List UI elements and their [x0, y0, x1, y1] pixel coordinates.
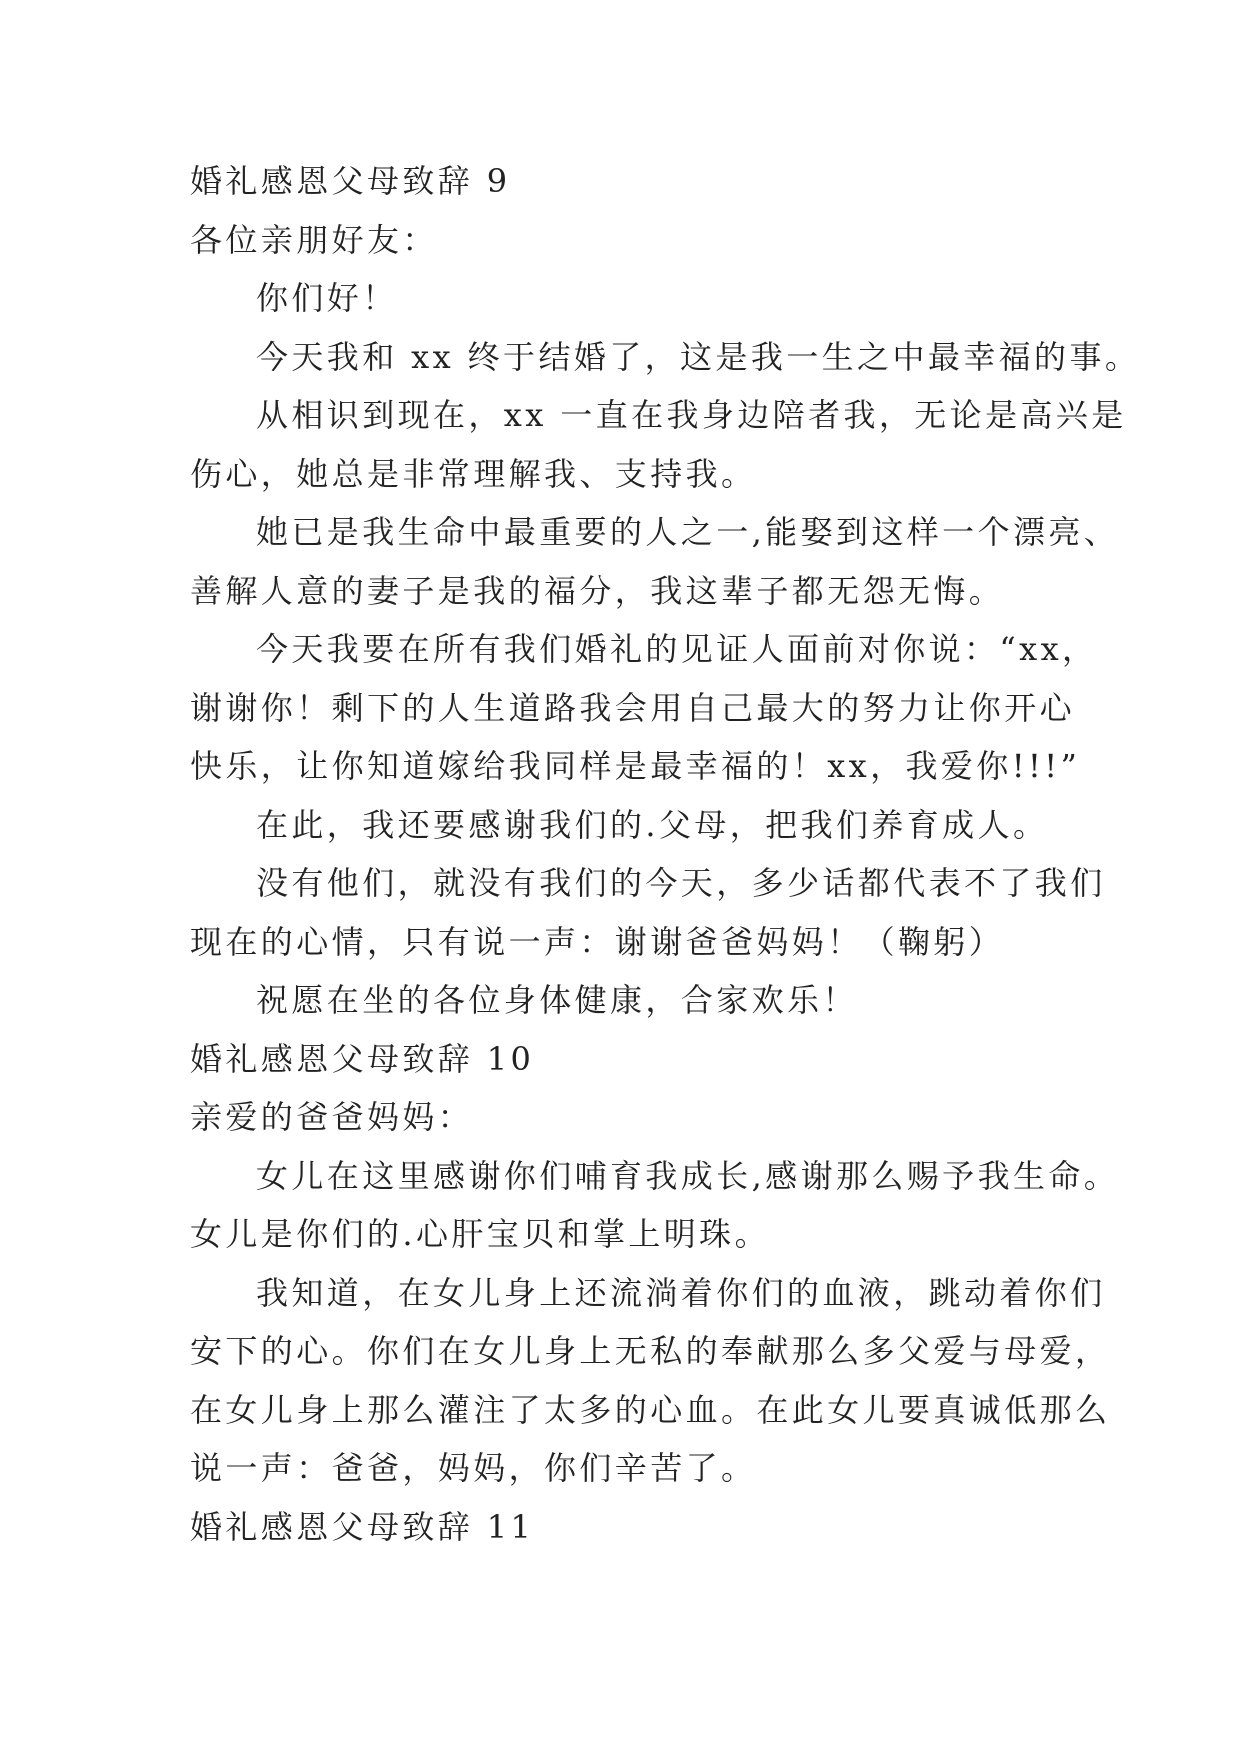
section-heading: 婚礼感恩父母致辞 10	[190, 1039, 535, 1078]
paragraph-line: 现在的心情，只有说一声：谢谢爸爸妈妈！（鞠躬）	[190, 922, 1005, 961]
paragraph-line: 今天我要在所有我们婚礼的见证人面前对你说：“xx，	[256, 630, 1098, 668]
section-heading: 婚礼感恩父母致辞 9	[190, 162, 511, 200]
paragraph-line: 伤心，她总是非常理解我、支持我。	[190, 454, 757, 493]
paragraph-line: 女儿是你们的.心肝宝贝和掌上明珠。	[190, 1215, 770, 1253]
paragraph-line: 在女儿身上那么灌注了太多的心血。在此女儿要真诚低那么	[190, 1390, 1111, 1429]
salutation: 各位亲朋好友：	[190, 220, 438, 259]
paragraph-line: 祝愿在坐的各位身体健康，合家欢乐！	[256, 981, 858, 1019]
paragraph-line: 谢谢你！剩下的人生道路我会用自己最大的努力让你开心	[190, 688, 1076, 727]
paragraph-line: 说一声：爸爸，妈妈，你们辛苦了。	[190, 1449, 757, 1487]
paragraph-line: 女儿在这里感谢你们哺育我成长,感谢那么赐予我生命。	[256, 1156, 1120, 1195]
document-page	[190, 152, 1141, 1556]
paragraph-line: 我知道，在女儿身上还流淌着你们的血液，跳动着你们	[256, 1273, 1106, 1312]
paragraph-line: 快乐，让你知道嫁给我同样是最幸福的！xx，我爱你!!!”	[190, 747, 1081, 785]
salutation: 亲爱的爸爸妈妈：	[190, 1098, 474, 1136]
paragraph-line: 没有他们，就没有我们的今天，多少话都代表不了我们	[256, 864, 1106, 902]
paragraph-line: 你们好！	[256, 279, 398, 317]
paragraph-line: 在此，我还要感谢我们的.父母，把我们养育成人。	[256, 805, 1049, 844]
paragraph-line: 她已是我生命中最重要的人之一,能娶到这样一个漂亮、	[256, 513, 1120, 551]
section-heading: 婚礼感恩父母致辞 11	[190, 1507, 535, 1546]
paragraph-line: 从相识到现在，xx 一直在我身边陪者我，无论是高兴是	[256, 396, 1127, 434]
paragraph-line: 善解人意的妻子是我的福分，我这辈子都无怨无悔。	[190, 571, 1005, 610]
paragraph-line: 安下的心。你们在女儿身上无私的奉献那么多父爱与母爱，	[190, 1332, 1111, 1370]
paragraph-line: 今天我和 xx 终于结婚了，这是我一生之中最幸福的事。	[256, 337, 1141, 376]
